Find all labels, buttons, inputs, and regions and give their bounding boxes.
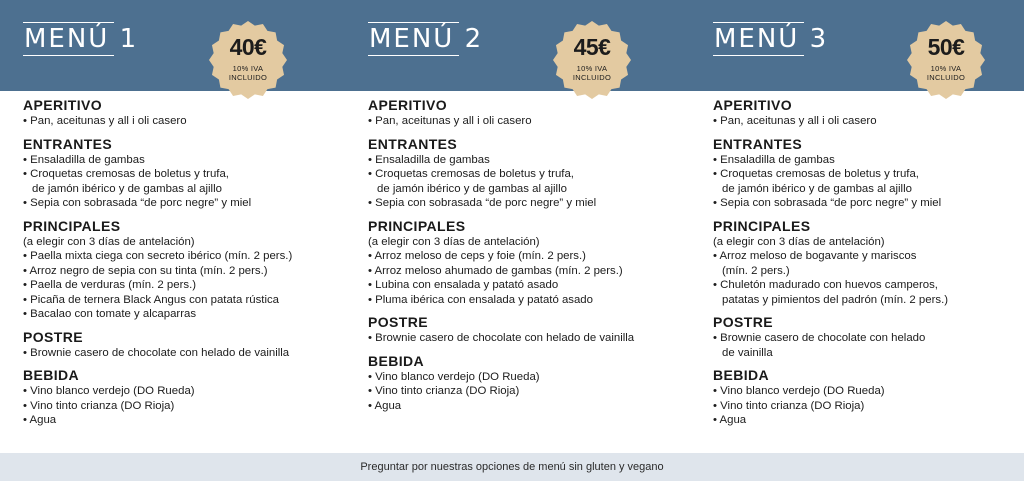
menu-section [713,136,1024,211]
section-heading: BEBIDA [23,367,80,383]
menu-section [368,136,698,211]
menu-item-line: de jamón ibérico y de gambas al ajillo [722,182,912,195]
section-heading: BEBIDA [368,352,425,369]
menu-item-line: • Chuletón madurado con huevos camperos, [713,279,938,291]
menu-item-line: • Croquetas cremosas de boletus y trufa, [368,168,574,180]
section-heading: PRINCIPALES [368,217,466,234]
menu-column-2 [368,0,688,453]
menu-section [23,218,353,322]
iva-line: INCLUIDO [926,73,966,82]
section-heading: POSTRE [368,314,428,330]
menu-sections [368,97,698,420]
menu-section [23,136,353,211]
menu-item-line: • Pluma ibérica con ensalada y patató asado [368,293,593,306]
menu-item-line: de jamón ibérico y de gambas al ajillo [32,182,222,195]
menu-item-line: • Vino tinto crianza (DO Rioja) [23,399,175,412]
section-heading: APERITIVO [23,97,103,113]
menu-price: 50€ [927,34,965,60]
iva-note [552,64,632,82]
menu-item-line: • Brownie casero de chocolate con helado [713,332,926,344]
menu-title: MENÚ 2 [369,24,484,54]
section-heading: APERITIVO [713,97,793,113]
menu-item-line: de vainilla [722,346,773,359]
menu-item-line: • Pan, aceitunas y all i oli casero [368,115,532,127]
menu-item-line: • Pan, aceitunas y all i oli casero [23,115,187,127]
menu-price: 40€ [229,34,267,60]
menu-section [713,218,1024,308]
section-heading: PRINCIPALES [713,217,811,234]
menu-section [713,314,1024,360]
iva-line: 10% IVA [930,64,962,73]
menu-item-line: • Ensaladilla de gambas [23,153,145,166]
menu-item-line: • Vino blanco verdejo (DO Rueda) [23,385,195,397]
iva-note [906,64,986,82]
menu-title: MENÚ 1 [24,24,139,54]
section-heading: PRINCIPALES [23,217,121,234]
menu-price: 45€ [573,34,611,60]
menu-section [23,367,353,428]
section-heading: POSTRE [713,314,773,330]
menu-section [368,314,698,346]
menu-item-line: • Sepia con sobrasada “de porc negre” y miel [368,197,597,209]
menu-item-line: • Vino blanco verdejo (DO Rueda) [713,385,885,397]
section-heading: APERITIVO [368,97,448,113]
menu-item-line: (mín. 2 pers.) [722,264,790,277]
menu-section [368,218,698,308]
menu-section [23,97,353,129]
iva-line: INCLUIDO [228,73,268,82]
menu-item-line: • Bacalao con tomate y alcaparras [23,308,197,320]
menu-item-line: • Agua [368,399,402,412]
menu-item-line: (a elegir con 3 días de antelación) [23,235,195,248]
menu-title-block [368,22,483,56]
footer-text: Preguntar por nuestras opciones de menú sin gluten y vegano [360,461,664,473]
footer-note [0,453,1024,481]
menu-section [368,97,698,129]
menu-item-line: • Paella de verduras (mín. 2 pers.) [23,279,197,291]
menu-item-line: • Brownie casero de chocolate con helado de vainilla [368,332,635,344]
menu-section [23,329,353,361]
title-rule-bottom [23,55,114,56]
menu-item-line: (a elegir con 3 días de antelación) [713,235,885,248]
menu-title: MENÚ 3 [714,24,829,54]
menu-item-line: • Vino blanco verdejo (DO Rueda) [368,370,540,383]
title-rule-bottom [713,55,804,56]
price-badge [552,20,632,100]
menu-item-line: • Croquetas cremosas de boletus y trufa, [713,168,919,180]
menu-section [713,367,1024,428]
menu-item-line: • Arroz negro de sepia con su tinta (mín. 2 pers.) [23,264,268,277]
section-heading: ENTRANTES [23,135,113,152]
menu-title-block [713,22,828,56]
menu-item-line: • Sepia con sobrasada “de porc negre” y miel [23,197,252,209]
iva-note [208,64,288,82]
menu-item-line: • Vino tinto crianza (DO Rioja) [368,385,520,397]
price-badge [208,20,288,100]
menu-title-block [23,22,138,56]
menu-item-line: • Sepia con sobrasada “de porc negre” y miel [713,197,942,209]
menu-item-line: • Agua [23,414,57,426]
menu-item-line: • Arroz meloso de bogavante y mariscos [713,250,917,262]
menu-item-line: • Arroz meloso de ceps y foie (mín. 2 pers.) [368,250,586,262]
menu-item-line: (a elegir con 3 días de antelación) [368,235,540,248]
menu-item-line: • Ensaladilla de gambas [713,153,835,166]
menu-item-line: patatas y pimientos del padrón (mín. 2 pers.) [722,293,949,306]
menu-item-line: • Pan, aceitunas y all i oli casero [713,115,877,127]
menu-item-line: • Lubina con ensalada y patató asado [368,279,559,291]
section-heading: BEBIDA [713,367,770,383]
title-rule-bottom [368,55,459,56]
menu-column-1 [23,0,343,453]
menu-item-line: • Arroz meloso ahumado de gambas (mín. 2 pers.) [368,264,623,277]
price-badge [906,20,986,100]
iva-line: 10% IVA [232,64,264,73]
menu-item-line: • Vino tinto crianza (DO Rioja) [713,399,865,412]
menu-item-line: • Paella mixta ciega con secreto ibérico (mín. 2 pers.) [23,250,293,262]
menu-item-line: • Brownie casero de chocolate con helado de vainilla [23,346,290,359]
section-heading: ENTRANTES [713,135,803,152]
menu-sections [713,97,1024,435]
menu-item-line: • Croquetas cremosas de boletus y trufa, [23,168,229,180]
menu-section [713,97,1024,129]
menu-item-line: • Agua [713,414,747,426]
menu-sections [23,97,353,435]
section-heading: POSTRE [23,328,83,345]
menu-item-line: • Ensaladilla de gambas [368,153,490,166]
iva-line: 10% IVA [576,64,608,73]
iva-line: INCLUIDO [572,73,612,82]
section-heading: ENTRANTES [368,135,458,152]
menu-item-line: de jamón ibérico y de gambas al ajillo [377,182,567,195]
menu-item-line: • Picaña de ternera Black Angus con patata rústica [23,293,279,306]
menu-section [368,353,698,414]
